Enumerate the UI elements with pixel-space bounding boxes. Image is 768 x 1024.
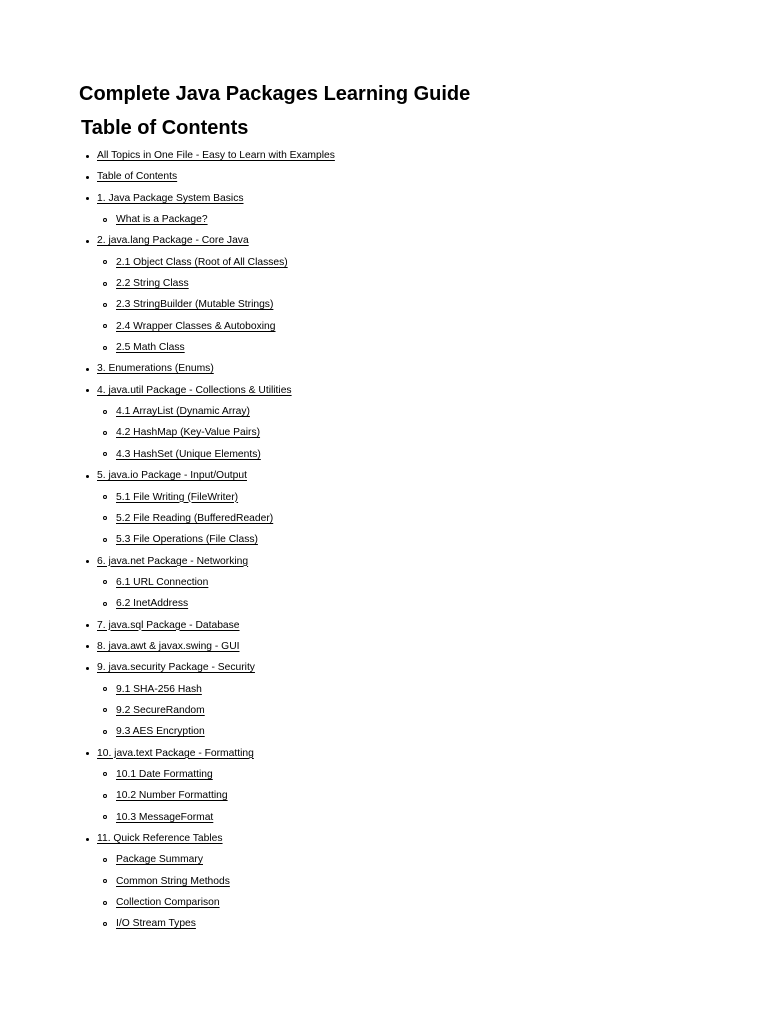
disc-bullet-icon — [86, 197, 89, 200]
toc-item — [0, 188, 768, 209]
circle-bullet-icon — [103, 346, 107, 350]
circle-bullet-icon — [103, 580, 107, 584]
toc-subitem — [0, 273, 768, 294]
toc-link[interactable]: 10.2 Number Formatting — [116, 790, 228, 802]
toc-link[interactable]: 8. java.awt & javax.swing - GUI — [97, 640, 240, 652]
toc-subitem — [0, 593, 768, 614]
toc-item — [0, 465, 768, 486]
toc-subitem — [0, 764, 768, 785]
toc-subitem — [0, 508, 768, 529]
circle-bullet-icon — [103, 410, 107, 414]
toc-subitem — [0, 444, 768, 465]
circle-bullet-icon — [103, 922, 107, 926]
circle-bullet-icon — [103, 495, 107, 499]
toc-item — [0, 230, 768, 251]
toc-link[interactable]: 5.1 File Writing (FileWriter) — [116, 491, 239, 503]
toc-link[interactable]: 1. Java Package System Basics — [97, 192, 244, 204]
toc-subitem — [0, 700, 768, 721]
circle-bullet-icon — [103, 687, 107, 691]
toc-subitem — [0, 679, 768, 700]
toc-subitem — [0, 252, 768, 273]
toc-link[interactable]: Package Summary — [116, 854, 203, 866]
toc-subitem — [0, 871, 768, 892]
toc-subitem — [0, 785, 768, 806]
toc-link[interactable]: 4.1 ArrayList (Dynamic Array) — [116, 406, 250, 418]
toc-link[interactable]: 11. Quick Reference Tables — [97, 833, 223, 844]
circle-bullet-icon — [103, 431, 107, 435]
toc-link[interactable]: 10.1 Date Formatting — [116, 768, 213, 780]
toc-subitem — [0, 892, 768, 913]
toc-link[interactable]: Table of Contents — [97, 171, 178, 183]
toc-link[interactable]: 9. java.security Package - Security — [97, 662, 255, 674]
toc-item — [0, 145, 768, 166]
circle-bullet-icon — [103, 708, 107, 712]
disc-bullet-icon — [86, 389, 89, 392]
toc-link[interactable]: Common String Methods — [116, 875, 230, 887]
toc-link[interactable]: 2.1 Object Class (Root of All Classes) — [116, 256, 288, 268]
toc-item — [0, 657, 768, 678]
toc-heading: Table of Contents — [81, 117, 249, 139]
toc-subitem — [0, 529, 768, 550]
toc-link[interactable]: 5.3 File Operations (File Class) — [116, 534, 258, 546]
toc-subitem — [0, 721, 768, 742]
circle-bullet-icon — [103, 282, 107, 286]
toc-item — [0, 828, 768, 849]
disc-bullet-icon — [86, 752, 89, 755]
disc-bullet-icon — [86, 475, 89, 478]
toc-item — [0, 636, 768, 657]
disc-bullet-icon — [86, 624, 89, 627]
disc-bullet-icon — [86, 838, 89, 841]
toc-subitem — [0, 294, 768, 315]
disc-bullet-icon — [86, 667, 89, 670]
toc-link[interactable]: 3. Enumerations (Enums) — [97, 363, 214, 375]
toc-link[interactable]: 4.3 HashSet (Unique Elements) — [116, 448, 261, 460]
toc-item — [0, 743, 768, 764]
toc-link[interactable]: 10.3 MessageFormat — [116, 811, 214, 823]
toc-link[interactable]: I/O Stream Types — [116, 918, 196, 930]
toc-item — [0, 358, 768, 379]
toc-item — [0, 615, 768, 636]
circle-bullet-icon — [103, 879, 107, 883]
toc-link[interactable]: 4. java.util Package - Collections & Utilities — [97, 384, 292, 396]
circle-bullet-icon — [103, 730, 107, 734]
toc-item — [0, 166, 768, 187]
toc-link[interactable]: 2.5 Math Class — [116, 342, 185, 354]
toc-link[interactable]: 7. java.sql Package - Database — [97, 619, 240, 631]
toc-link[interactable]: 6.2 InetAddress — [116, 598, 189, 610]
disc-bullet-icon — [86, 240, 89, 243]
toc-link[interactable]: 9.3 AES Encryption — [116, 726, 205, 738]
disc-bullet-icon — [86, 155, 89, 158]
toc-link[interactable]: All Topics in One File - Easy to Learn with Examples — [97, 150, 335, 161]
toc-link[interactable]: Collection Comparison — [116, 897, 220, 909]
toc-link[interactable]: 9.1 SHA-256 Hash — [116, 683, 202, 695]
toc-link[interactable]: 6.1 URL Connection — [116, 576, 209, 588]
toc-link[interactable]: 5.2 File Reading (BufferedReader) — [116, 512, 274, 524]
toc-subitem — [0, 572, 768, 593]
document-title: Complete Java Packages Learning Guide — [79, 83, 471, 105]
circle-bullet-icon — [103, 303, 107, 307]
toc-subitem — [0, 807, 768, 828]
toc-link[interactable]: 2. java.lang Package - Core Java — [97, 235, 249, 247]
circle-bullet-icon — [103, 324, 107, 328]
disc-bullet-icon — [86, 645, 89, 648]
toc-link[interactable]: 2.3 StringBuilder (Mutable Strings) — [116, 299, 274, 311]
toc-link[interactable]: 2.4 Wrapper Classes & Autoboxing — [116, 320, 276, 332]
toc-subitem — [0, 422, 768, 443]
toc-subitem — [0, 337, 768, 358]
circle-bullet-icon — [103, 516, 107, 520]
circle-bullet-icon — [103, 858, 107, 862]
toc-subitem — [0, 487, 768, 508]
disc-bullet-icon — [86, 560, 89, 563]
circle-bullet-icon — [103, 602, 107, 606]
toc-link[interactable]: What is a Package? — [116, 214, 208, 226]
toc-subitem — [0, 401, 768, 422]
toc-link[interactable]: 10. java.text Package - Formatting — [97, 747, 254, 759]
disc-bullet-icon — [86, 368, 89, 371]
circle-bullet-icon — [103, 772, 107, 776]
disc-bullet-icon — [86, 176, 89, 179]
toc-link[interactable]: 9.2 SecureRandom — [116, 704, 205, 716]
toc-subitem — [0, 849, 768, 870]
toc-item — [0, 551, 768, 572]
circle-bullet-icon — [103, 218, 107, 222]
toc-link[interactable]: 5. java.io Package - Input/Output — [97, 470, 247, 482]
toc-subitem — [0, 209, 768, 230]
circle-bullet-icon — [103, 452, 107, 456]
circle-bullet-icon — [103, 901, 107, 905]
toc-link[interactable]: 6. java.net Package - Networking — [97, 555, 249, 567]
toc-subitem — [0, 913, 768, 934]
circle-bullet-icon — [103, 260, 107, 264]
toc-item — [0, 380, 768, 401]
circle-bullet-icon — [103, 815, 107, 819]
toc-subitem — [0, 316, 768, 337]
toc-link[interactable]: 2.2 String Class — [116, 278, 189, 290]
table-of-contents — [0, 145, 768, 935]
circle-bullet-icon — [103, 538, 107, 542]
circle-bullet-icon — [103, 794, 107, 798]
toc-link[interactable]: 4.2 HashMap (Key-Value Pairs) — [116, 427, 261, 439]
